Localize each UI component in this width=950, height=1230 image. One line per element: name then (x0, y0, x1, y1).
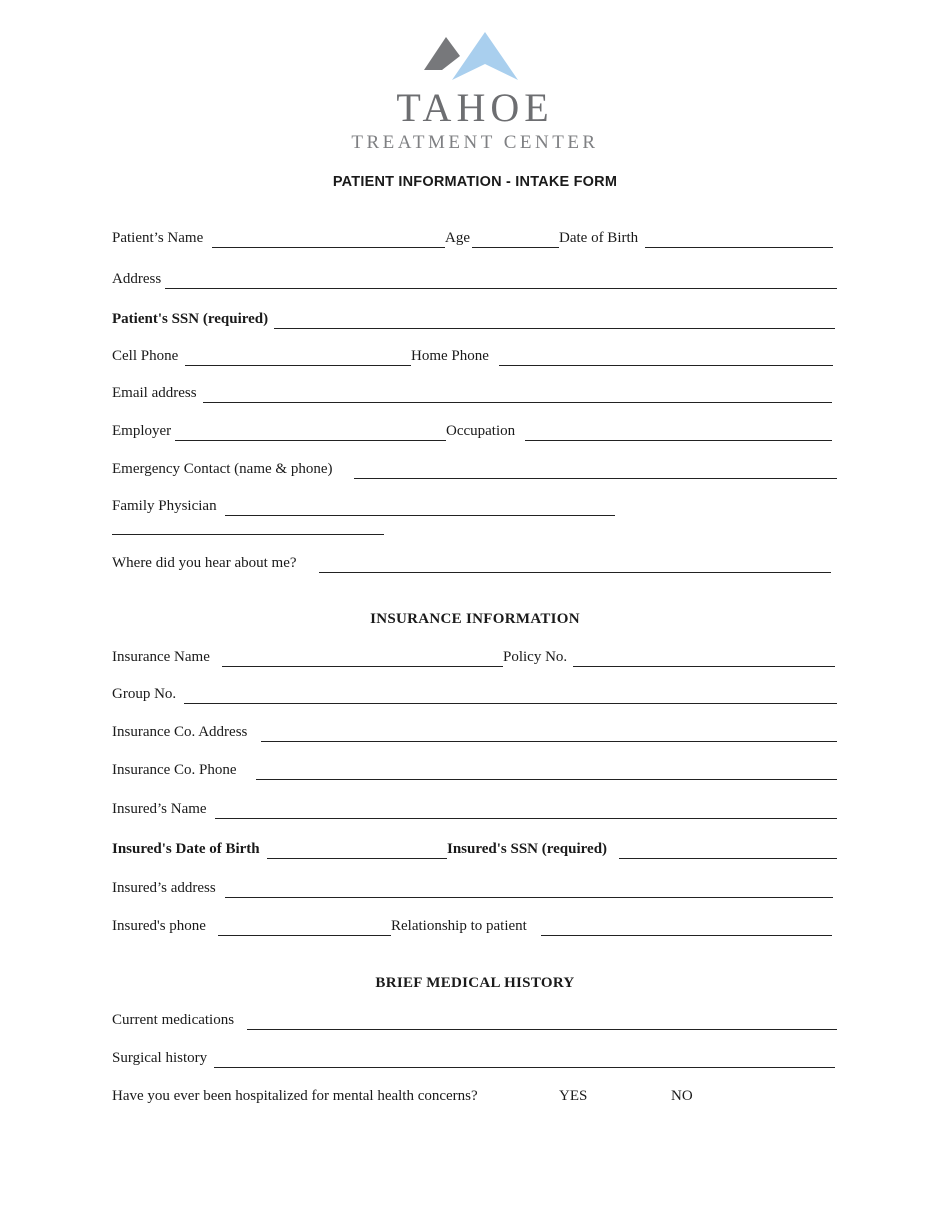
referral-field[interactable] (319, 572, 831, 573)
ssn-label: Patient's SSN (required) (112, 311, 269, 327)
yes-option[interactable]: YES (559, 1088, 588, 1104)
medications-label: Current medications (112, 1012, 235, 1028)
insurance-section-title: INSURANCE INFORMATION (370, 611, 580, 627)
history-section-title: BRIEF MEDICAL HISTORY (375, 975, 575, 991)
home-phone-label: Home Phone (411, 348, 489, 364)
phone-row (112, 348, 842, 370)
insurance-co-phone-field[interactable] (256, 779, 837, 780)
mountain-dark (424, 37, 460, 70)
age-field[interactable] (472, 247, 559, 248)
age-label: Age (445, 230, 470, 246)
no-option[interactable]: NO (671, 1088, 693, 1104)
occupation-label: Occupation (446, 423, 516, 439)
hospitalized-row (112, 1088, 842, 1110)
ssn-row (112, 311, 842, 333)
home-phone-field[interactable] (499, 365, 833, 366)
policy-label: Policy No. (503, 649, 568, 665)
logo-name: TAHOE (396, 85, 554, 130)
address-field[interactable] (165, 288, 837, 289)
address-row (112, 271, 842, 293)
insured-address-label: Insured’s address (112, 880, 216, 896)
insured-name-label: Insured’s Name (112, 801, 207, 817)
medications-row (112, 1012, 842, 1034)
insured-phone-row (112, 918, 842, 940)
relationship-label: Relationship to patient (391, 918, 527, 934)
insurance-co-address-label: Insurance Co. Address (112, 724, 248, 740)
insurance-co-address-field[interactable] (261, 741, 837, 742)
group-row (112, 686, 842, 708)
emergency-field[interactable] (354, 478, 837, 479)
surgical-row (112, 1050, 842, 1072)
logo (0, 28, 950, 156)
emergency-label: Emergency Contact (name & phone) (112, 461, 333, 477)
insured-address-field[interactable] (225, 897, 833, 898)
physician-row (112, 498, 842, 520)
insured-ssn-label: Insured's SSN (required) (447, 841, 608, 857)
patient-name-row (112, 230, 842, 252)
group-field[interactable] (184, 703, 837, 704)
insurance-name-label: Insurance Name (112, 649, 210, 665)
relationship-field[interactable] (541, 935, 832, 936)
occupation-field[interactable] (525, 440, 832, 441)
referral-row (112, 555, 842, 577)
physician-field-continued[interactable] (112, 534, 384, 535)
surgical-field[interactable] (214, 1067, 835, 1068)
insurance-co-phone-label: Insurance Co. Phone (112, 762, 237, 778)
email-row (112, 385, 842, 407)
insured-phone-field[interactable] (218, 935, 391, 936)
employer-label: Employer (112, 423, 172, 439)
hospitalized-question: Have you ever been hospitalized for mental health concerns? (112, 1088, 478, 1104)
ssn-field[interactable] (274, 328, 835, 329)
logo-subtitle: TREATMENT CENTER (351, 132, 599, 153)
referral-label: Where did you hear about me? (112, 555, 297, 571)
insured-address-row (112, 880, 842, 902)
emergency-row (112, 461, 842, 483)
insured-dob-field[interactable] (267, 858, 447, 859)
dob-field[interactable] (645, 247, 833, 248)
insurance-co-address-row (112, 724, 842, 746)
policy-field[interactable] (573, 666, 835, 667)
medications-field[interactable] (247, 1029, 837, 1030)
form-title: PATIENT INFORMATION - INTAKE FORM (332, 174, 618, 190)
mountain-light (452, 32, 518, 80)
cell-phone-label: Cell Phone (112, 348, 179, 364)
patient-name-field[interactable] (212, 247, 445, 248)
insurance-name-row (112, 649, 842, 671)
patient-name-label: Patient’s Name (112, 230, 204, 246)
insurance-name-field[interactable] (222, 666, 503, 667)
physician-field[interactable] (225, 515, 615, 516)
group-label: Group No. (112, 686, 177, 702)
physician-label: Family Physician (112, 498, 217, 514)
employer-field[interactable] (175, 440, 446, 441)
email-field[interactable] (203, 402, 832, 403)
mountain-logo-icon (420, 28, 530, 84)
address-label: Address (112, 271, 162, 287)
insured-name-row (112, 801, 842, 823)
employer-row (112, 423, 842, 445)
email-label: Email address (112, 385, 197, 401)
insured-dob-label: Insured's Date of Birth (112, 841, 260, 857)
insured-ssn-field[interactable] (619, 858, 837, 859)
dob-label: Date of Birth (559, 230, 639, 246)
insured-name-field[interactable] (215, 818, 837, 819)
surgical-label: Surgical history (112, 1050, 208, 1066)
insurance-co-phone-row (112, 762, 842, 784)
insured-dob-ssn-row (112, 841, 842, 863)
cell-phone-field[interactable] (185, 365, 411, 366)
insured-phone-label: Insured's phone (112, 918, 206, 934)
